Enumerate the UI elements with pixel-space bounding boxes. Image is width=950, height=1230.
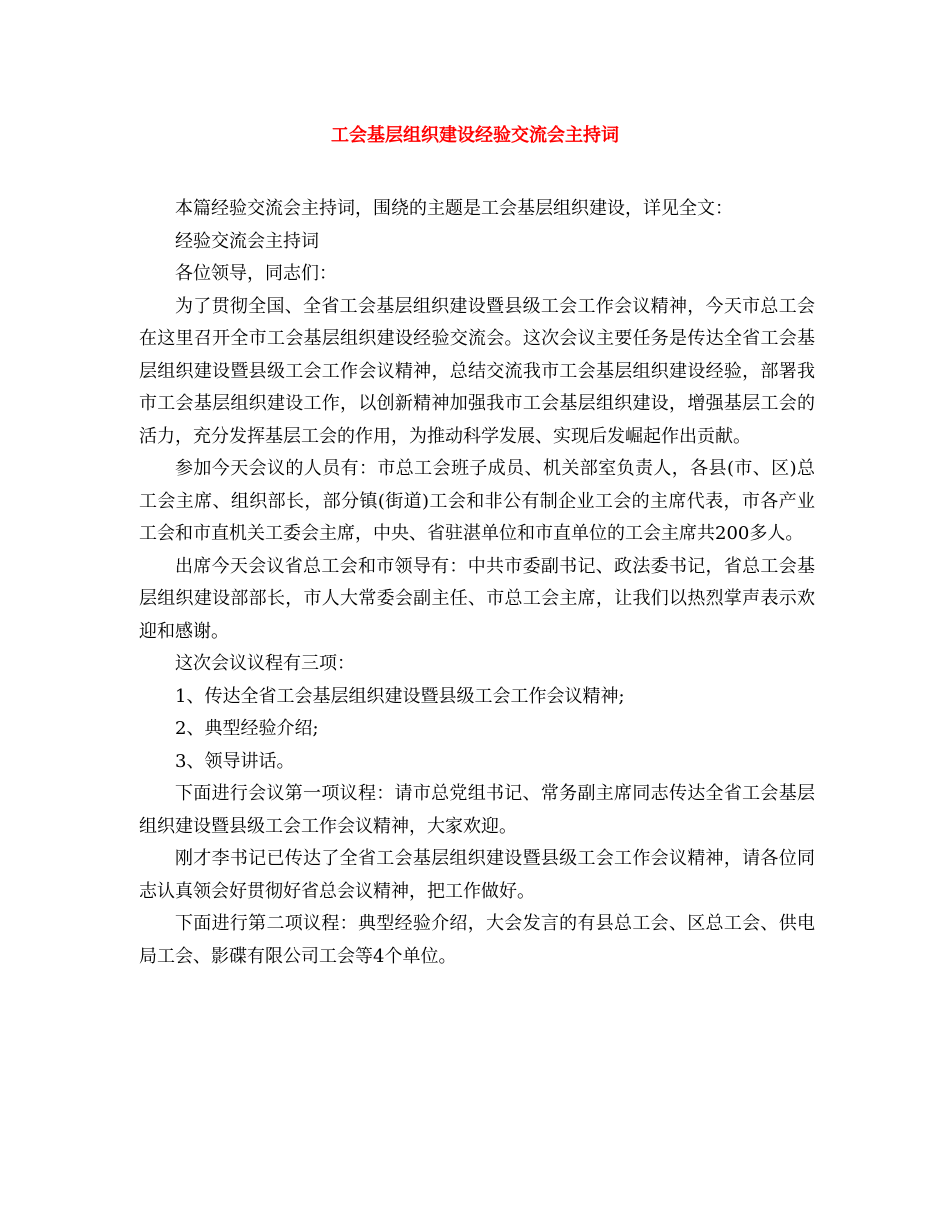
paragraph-salutation: 各位领导，同志们： [175,263,337,284]
paragraph-agenda-item-1: 1、传达全省工会基层组织建设暨县级工会工作会议精神; [175,685,625,707]
paragraph-attendees: 参加今天会议的人员有：市总工会班子成员、机关部室负责人，各县(市、区)总工会主席、组织部长，部分镇(街道)工会和非公有制企业工会的主席代表，市各产业工会和市直机关工委会主席，中央、省驻湛单位和市直单位的工会主席共200多人。 [139,458,815,544]
paragraph-first-item: 下面进行会议第一项议程：请市总党组书记、常务副主席同志传达全省工会基层组织建设暨县级工会工作会议精神，大家欢迎。 [139,783,815,837]
paragraph-subtitle: 经验交流会主持词 [175,230,319,252]
paragraph-after-first-item: 刚才李书记已传达了全省工会基层组织建设暨县级工会工作会议精神，请各位同志认真领会好贯彻好省总会议精神，把工作做好。 [139,848,815,902]
paragraph-intro: 本篇经验交流会主持词，围绕的主题是工会基层组织建设，详见全文： [175,198,733,219]
document-body [139,193,815,973]
paragraph-leaders: 出席今天会议省总工会和市领导有：中共市委副书记、政法委书记，省总工会基层组织建设部部长，市人大常委会副主任、市总工会主席，让我们以热烈掌声表示欢迎和感谢。 [139,555,815,642]
document-title: 工会基层组织建设经验交流会主持词 [331,125,619,146]
paragraph-purpose: 为了贯彻全国、全省工会基层组织建设暨县级工会工作会议精神，今天市总工会在这里召开全市工会基层组织建设经验交流会。这次会议主要任务是传达全省工会基层组织建设暨县级工会工作会议精神，总结交流我市工会基层组织建设经验，部署我市工会基层组织建设工作，以创新精神加强我市工会基层组织建设，增强基层工会的活力，充分发挥基层工会的作用，为推动科学发展、实现后发崛起作出贡献。 [139,295,815,447]
paragraph-agenda-intro: 这次会议议程有三项： [175,653,355,674]
paragraph-second-item: 下面进行第二项议程：典型经验介绍，大会发言的有县总工会、区总工会、供电局工会、影碟有限公司工会等4个单位。 [139,913,815,967]
paragraph-agenda-item-3: 3、领导讲话。 [175,750,295,772]
paragraph-agenda-item-2: 2、典型经验介绍; [175,718,319,739]
